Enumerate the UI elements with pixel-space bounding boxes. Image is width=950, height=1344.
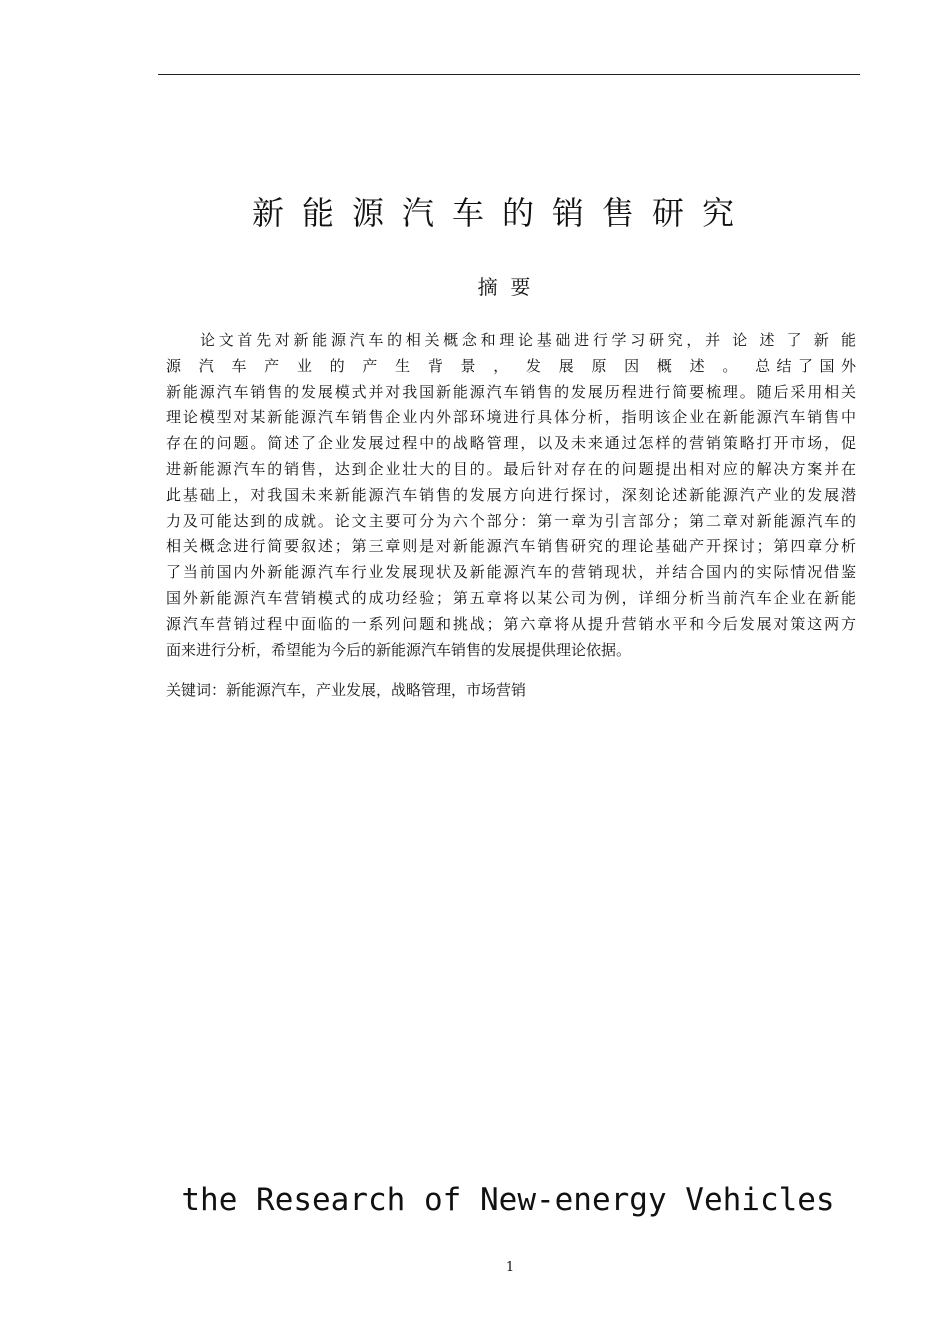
abstract-heading: 摘 要 [477,275,531,299]
header-rule [158,74,860,75]
abstract-line: 了当前国内外新能源汽车行业发展现状及新能源汽车的营销现状，并结合国内的实际情况借鉴 [166,563,856,582]
abstract-line: 存在的问题。简述了企业发展过程中的战略管理，以及未来通过怎样的营销策略打开市场，促 [166,434,856,453]
abstract-body [166,328,856,663]
abstract-line: 源汽车营销过程中面临的一系列问题和挑战；第六章将从提升营销水平和今后发展对策这两方 [166,614,856,633]
abstract-line: 此基础上，对我国未来新能源汽车销售的发展方向进行探讨，深刻论述新能源汽产业的发展潜 [166,485,856,504]
abstract-line: 论文首先对新能源汽车的相关概念和理论基础进行学习研究，并 论 述 了 新 能 [200,331,856,349]
abstract-line: 新能源汽车销售的发展模式并对我国新能源汽车销售的发展历程进行简要梳理。随后采用相关 [166,382,856,401]
abstract-line: 源 汽 车 产 业 的 产 生 背 景 ， 发 展 原 因 概 述 。 总结了国外 [166,356,856,375]
abstract-line: 进新能源汽车的销售，达到企业壮大的目的。最后针对存在的问题提出相对应的解决方案并在 [166,459,856,478]
page-number: 1 [505,1260,515,1275]
english-title: the Research of New-energy Vehicles [181,1182,835,1218]
abstract-line: 国外新能源汽车营销模式的成功经验；第五章将以某公司为例，详细分析当前汽车企业在新能 [166,588,856,607]
abstract-line: 力及可能达到的成就。论文主要可分为六个部分：第一章为引言部分；第二章对新能源汽车的 [166,511,856,530]
abstract-line: 相关概念进行简要叙述；第三章则是对新能源汽车销售研究的理论基础产开探讨；第四章分析 [166,537,856,556]
abstract-line: 理论模型对某新能源汽车销售企业内外部环境进行具体分析，指明该企业在新能源汽车销售中 [166,408,856,427]
document-title: 新能源汽车的销售研究 [251,194,752,232]
keywords: 关键词：新能源汽车，产业发展，战略管理，市场营销 [166,681,527,699]
abstract-line: 面来进行分析，希望能为今后的新能源汽车销售的发展提供理论依据。 [166,640,632,659]
